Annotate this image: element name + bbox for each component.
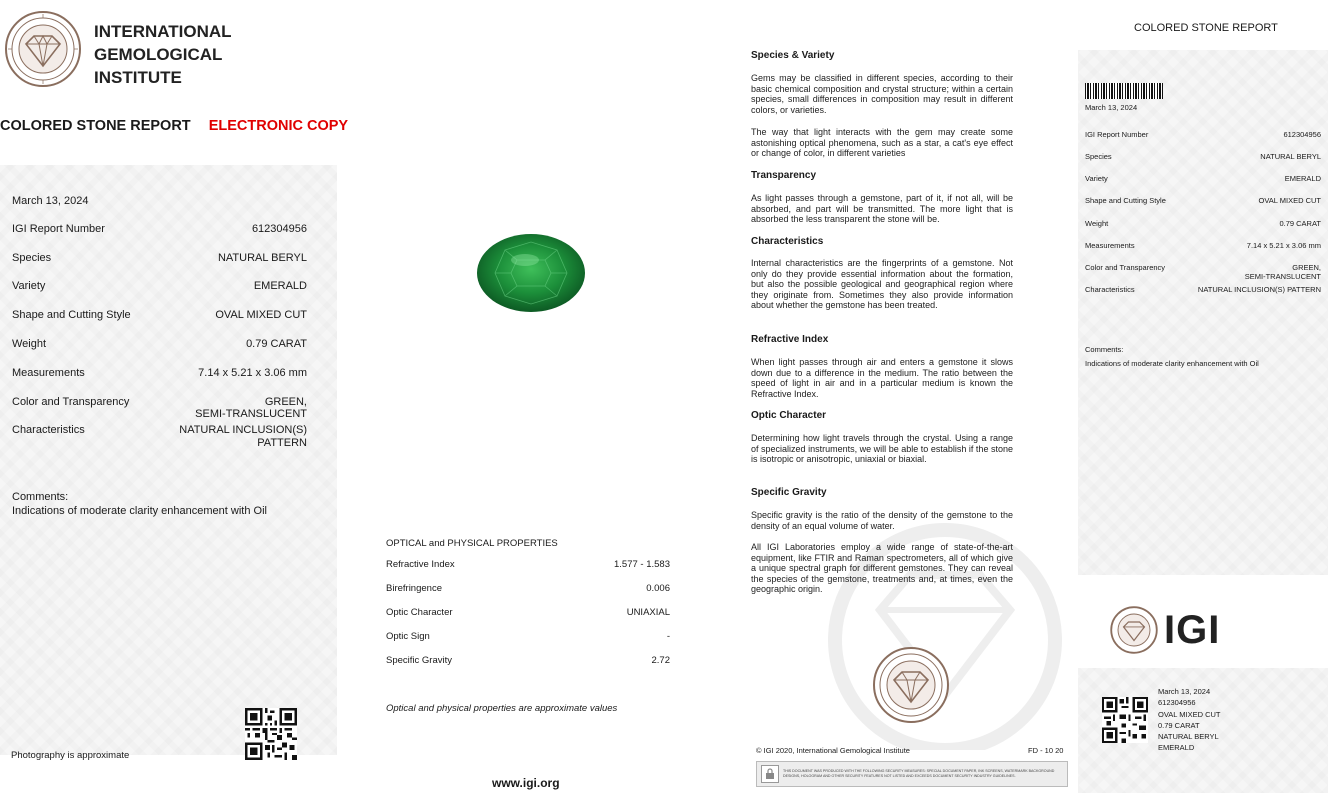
section-paragraph: All IGI Laboratories employ a wide range of state-of-the-art equipment, like FTIR and Raman spectrometers, all of which give a unique spectral graph for different gemstones. They can reveal the species of the gemstone, treatments and, at times, even the geographic origin. — [751, 542, 1013, 594]
field-label: Measurements — [1085, 241, 1135, 250]
field-label: Shape and Cutting Style — [12, 309, 131, 321]
section-paragraph: The way that light interacts with the gem may create some astonishing optical phenomena, such as a star, a cat's eye effect or change of color, in different varieties — [751, 127, 1013, 158]
section-title: Characteristics — [751, 236, 824, 247]
wordmark-line: GEMOLOGICAL — [94, 45, 223, 64]
field-value — [179, 424, 307, 450]
left-field-row — [12, 424, 307, 450]
stub-line: NATURAL BERYL — [1158, 732, 1219, 742]
right-field-row — [1085, 241, 1321, 250]
section-title: Specific Gravity — [751, 487, 827, 498]
wordmark-line: INSTITUTE — [94, 68, 182, 87]
property-label: Birefringence — [386, 583, 442, 594]
field-value: OVAL MIXED CUT — [215, 309, 307, 321]
left-field-row — [12, 280, 307, 292]
field-label: Color and Transparency — [12, 396, 130, 408]
properties-note: Optical and physical properties are approximate values — [386, 703, 618, 714]
field-value-line: PATTERN — [257, 437, 307, 449]
photo-note: Photography is approximate — [11, 750, 130, 761]
field-value: EMERALD — [1284, 174, 1321, 183]
field-label: Species — [12, 252, 52, 264]
lock-icon — [761, 765, 779, 783]
left-field-row — [12, 309, 307, 321]
property-value: 2.72 — [651, 655, 670, 666]
qr-code — [245, 708, 297, 760]
field-label: Variety — [12, 280, 46, 292]
report-title — [0, 118, 348, 134]
field-value: NATURAL BERYL — [1260, 152, 1321, 161]
section-paragraph: Gems may be classified in different species, according to their basic chemical composition and crystal structure; within a certain species, small differences in composition may result in different colors, or varieties. — [751, 73, 1013, 115]
field-value-line: GREEN, — [264, 396, 307, 408]
right-field-row — [1085, 196, 1321, 205]
footer-url: www.igi.org — [492, 776, 560, 790]
field-label: IGI Report Number — [1085, 130, 1149, 139]
field-value: EMERALD — [253, 280, 307, 292]
field-value-line: SEMI-TRANSLUCENT — [1244, 272, 1321, 281]
left-field-row — [12, 396, 307, 420]
stub-info — [1158, 686, 1221, 754]
field-value-line: GREEN, — [1292, 263, 1321, 272]
property-row — [386, 631, 670, 642]
property-label: Optic Sign — [386, 631, 430, 642]
left-date: March 13, 2024 — [12, 195, 89, 207]
property-value: 0.006 — [646, 583, 670, 594]
right-field-row — [1085, 219, 1321, 228]
form-code: FD - 10 20 — [1028, 746, 1064, 755]
stub-line: EMERALD — [1158, 743, 1195, 753]
property-label: Optic Character — [386, 607, 453, 618]
field-label: IGI Report Number — [12, 223, 105, 235]
field-label: Characteristics — [1085, 285, 1135, 294]
property-row — [386, 583, 670, 594]
field-value: 7.14 x 5.21 x 3.06 mm — [1246, 241, 1321, 250]
field-label: Species — [1085, 152, 1112, 161]
left-comments-text: Indications of moderate clarity enhancement with Oil — [12, 505, 267, 517]
right-field-row — [1085, 174, 1321, 183]
left-field-row — [12, 338, 307, 350]
right-field-row — [1085, 130, 1321, 139]
right-date: March 13, 2024 — [1085, 103, 1138, 112]
field-value-line: NATURAL INCLUSION(S) — [179, 424, 307, 436]
report-type: COLORED STONE REPORT — [0, 118, 191, 134]
electronic-copy-label: ELECTRONIC COPY — [208, 118, 349, 134]
field-value — [1245, 263, 1321, 281]
right-info-panel-top — [1078, 50, 1328, 575]
left-field-row — [12, 252, 307, 264]
left-field-row — [12, 367, 307, 379]
field-value — [195, 396, 307, 420]
igi-logo-text: IGI — [1164, 607, 1221, 652]
properties-title: OPTICAL and PHYSICAL PROPERTIES — [386, 538, 558, 549]
igi-logo — [1110, 606, 1220, 654]
section-title: Refractive Index — [751, 334, 829, 345]
property-row — [386, 655, 670, 666]
section-title: Optic Character — [751, 410, 827, 421]
field-label: Characteristics — [12, 424, 85, 436]
right-comments-label: Comments: — [1085, 345, 1124, 354]
field-value: 0.79 CARAT — [1279, 219, 1321, 228]
property-label: Refractive Index — [386, 559, 455, 570]
field-label: Color and Transparency — [1085, 263, 1166, 272]
left-comments-label: Comments: — [12, 491, 69, 503]
igi-seal-logo — [4, 10, 82, 88]
gemstone-image — [475, 232, 587, 314]
wordmark-line: INTERNATIONAL — [94, 22, 232, 41]
field-label: Weight — [12, 338, 47, 350]
property-row — [386, 559, 670, 570]
field-value: 612304956 — [1283, 130, 1321, 139]
property-value: UNIAXIAL — [626, 607, 670, 618]
igi-wordmark — [94, 20, 232, 89]
stub-line: 0.79 CARAT — [1158, 720, 1200, 730]
section-paragraph: Determining how light travels through the crystal. Using a range of specialized instruments, we will be able to establish if the stone is isotropic or anisotropic, uniaxial or biaxial. — [751, 433, 1013, 464]
field-value: NATURAL BERYL — [217, 252, 307, 264]
property-value: - — [666, 631, 670, 642]
barcode — [1085, 83, 1163, 99]
field-value: OVAL MIXED CUT — [1258, 196, 1321, 205]
field-value: 0.79 CARAT — [246, 338, 307, 350]
property-label: Specific Gravity — [386, 655, 452, 666]
property-value: 1.577 - 1.583 — [614, 559, 670, 570]
stub-line: March 13, 2024 — [1158, 687, 1211, 696]
left-field-row — [12, 223, 307, 235]
stub-line: 612304956 — [1158, 698, 1196, 708]
security-strip — [756, 761, 1068, 787]
section-title: Species & Variety — [751, 50, 835, 61]
igi-seal-logo — [872, 646, 950, 724]
field-label: Weight — [1085, 219, 1109, 228]
field-value: 612304956 — [251, 223, 307, 235]
section-paragraph: When light passes through air and enters a gemstone it slows down due to a difference in the medium. The ratio between the speed of light in air and in a particular medium is known the Refractive Index. — [751, 357, 1013, 399]
qr-code — [1102, 697, 1148, 743]
field-value-line: SEMI-TRANSLUCENT — [195, 408, 307, 420]
right-field-row — [1085, 285, 1321, 294]
right-report-title: COLORED STONE REPORT — [1134, 22, 1278, 34]
section-paragraph: Specific gravity is the ratio of the density of the gemstone to the density of an equal volume of water. — [751, 510, 1013, 531]
right-field-row — [1085, 152, 1321, 161]
field-value: NATURAL INCLUSION(S) PATTERN — [1197, 285, 1321, 294]
right-comments-text: Indications of moderate clarity enhancement with Oil — [1085, 359, 1259, 368]
field-label: Shape and Cutting Style — [1085, 196, 1166, 205]
section-title: Transparency — [751, 170, 817, 181]
section-paragraph: Internal characteristics are the fingerprints of a gemstone. Not only do they provide essential information about the formation, but also the possible geological and geographical region where they originate from. Sometimes they also provide information about whether the gemstone has been treated. — [751, 258, 1013, 310]
field-value: 7.14 x 5.21 x 3.06 mm — [198, 367, 307, 379]
property-row — [386, 607, 670, 618]
security-text: THIS DOCUMENT WAS PRODUCED WITH THE FOLLOWING SECURITY MEASURES: SPECIAL DOCUMENT PAPER, INK SCREENS, WATERMARK BACKGROUND DESIGNS, HOLOGRAM AND OTHER SECURITY FEATURES NOT LISTED AND EXCEEDS DOCUMENT SECURITY INDUSTRY GUIDELINES. — [783, 769, 1055, 778]
right-field-row — [1085, 263, 1321, 281]
explanations-column — [751, 0, 1013, 600]
copyright: © IGI 2020, International Gemological Institute — [756, 746, 910, 755]
field-label: Variety — [1085, 174, 1108, 183]
field-label: Measurements — [12, 367, 85, 379]
igi-seal-small-icon — [1110, 606, 1158, 654]
stub-line: OVAL MIXED CUT — [1158, 709, 1221, 719]
section-paragraph: As light passes through a gemstone, part of it, if not all, will be absorbed, and part will be transmitted. The more light that is absorbed the less transparent the stone will be. — [751, 193, 1013, 224]
